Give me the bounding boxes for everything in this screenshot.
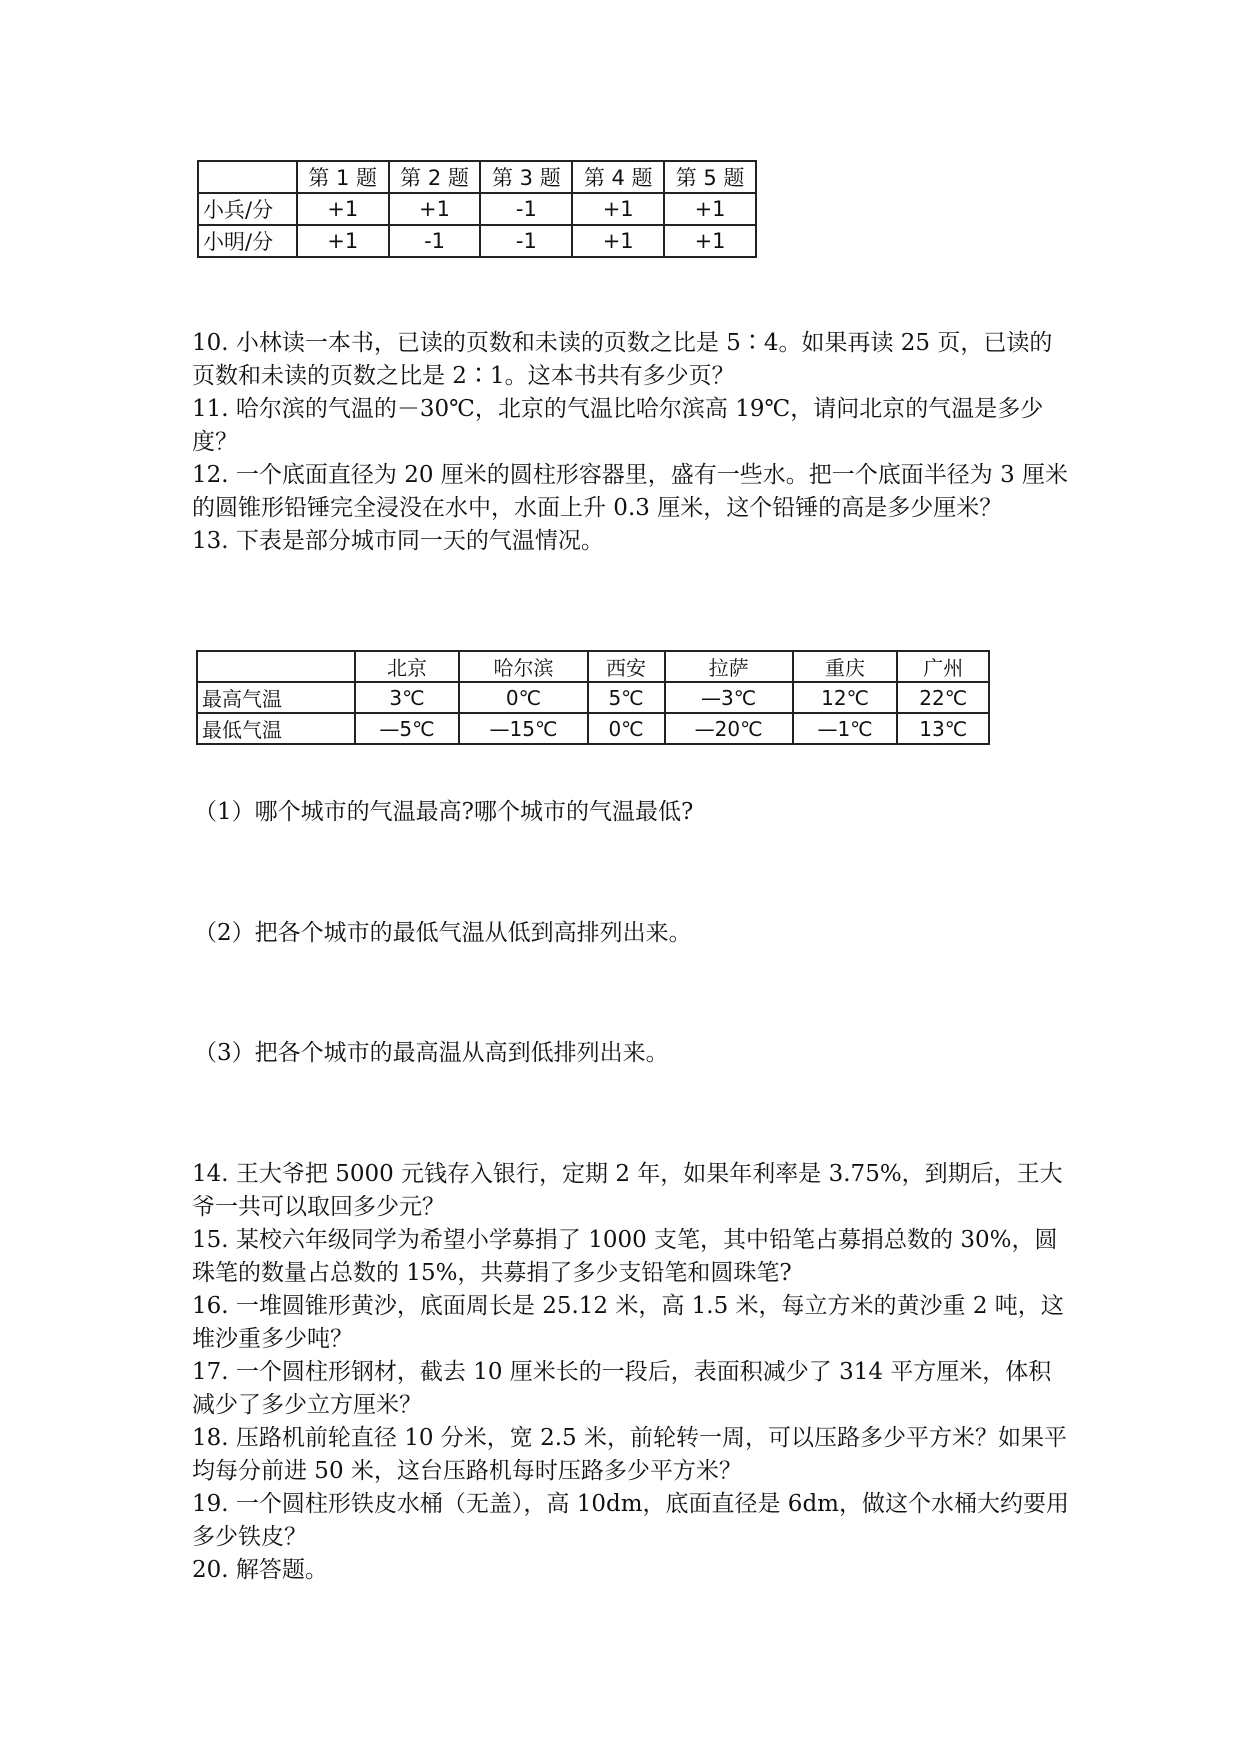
row-header-cell: 最高气温	[197, 682, 355, 713]
table-cell: 0℃	[459, 682, 587, 713]
table-row	[197, 682, 989, 713]
table-cell: -1	[480, 225, 572, 257]
table-header-cell: 北京	[355, 651, 460, 682]
table-cell: 12℃	[793, 682, 898, 713]
sub-question-3: （3）把各个城市的最高温从高到低排列出来。	[194, 1040, 669, 1066]
question-11: 11. 哈尔滨的气温的－30℃，北京的气温比哈尔滨高 19℃，请问北京的气温是多少度？	[192, 396, 1044, 455]
question-17: 17. 一个圆柱形钢材，截去 10 厘米长的一段后，表面积减少了 314 平方厘米，体积减少了多少立方厘米？	[192, 1359, 1052, 1418]
table-cell: -1	[389, 225, 481, 257]
table-cell: +1	[664, 225, 756, 257]
table-cell: +1	[389, 193, 481, 225]
table-header-cell: 哈尔滨	[459, 651, 587, 682]
table-cell: +1	[297, 193, 389, 225]
sub-question-2: （2）把各个城市的最低气温从低到高排列出来。	[194, 920, 692, 946]
table-header-row	[197, 651, 989, 682]
sub-question-1: （1）哪个城市的气温最高?哪个城市的气温最低?	[194, 799, 694, 825]
table-cell	[198, 161, 297, 193]
table-cell	[197, 651, 355, 682]
question-15: 15. 某校六年级同学为希望小学募捐了 1000 支笔，其中铅笔占募捐总数的 30%，圆珠笔的数量占总数的 15%，共募捐了多少支铅笔和圆珠笔?	[192, 1227, 1058, 1286]
table-cell: 22℃	[897, 682, 989, 713]
table-header-cell: 第 5 题	[664, 161, 756, 193]
question-14: 14. 王大爷把 5000 元钱存入银行，定期 2 年，如果年利率是 3.75%，到期后，王大爷一共可以取回多少元？	[192, 1161, 1063, 1220]
table-header-cell: 第 4 题	[572, 161, 664, 193]
table-cell: +1	[297, 225, 389, 257]
table-cell: —3℃	[665, 682, 793, 713]
table-cell: —15℃	[459, 713, 587, 744]
table-cell: —1℃	[793, 713, 898, 744]
table-cell: —20℃	[665, 713, 793, 744]
table-cell: +1	[572, 225, 664, 257]
temperature-table	[196, 650, 990, 745]
table-header-cell: 广州	[897, 651, 989, 682]
table-row	[198, 193, 756, 225]
table-cell: +1	[664, 193, 756, 225]
question-12: 12. 一个底面直径为 20 厘米的圆柱形容器里，盛有一些水。把一个底面半径为 3 厘米的圆锥形铅锤完全浸没在水中，水面上升 0.3 厘米，这个铅锤的高是多少厘米？	[192, 462, 1069, 521]
table-cell: 5℃	[588, 682, 665, 713]
table-cell: 13℃	[897, 713, 989, 744]
question-19: 19. 一个圆柱形铁皮水桶（无盖），高 10dm，底面直径是 6dm，做这个水桶大约要用多少铁皮？	[192, 1491, 1069, 1550]
table-header-cell: 拉萨	[665, 651, 793, 682]
question-10: 10. 小林读一本书，已读的页数和未读的页数之比是 5∶4。如果再读 25 页，已读的页数和未读的页数之比是 2∶1。这本书共有多少页？	[192, 330, 1053, 389]
score-table	[197, 160, 757, 258]
table-header-cell: 第 1 题	[297, 161, 389, 193]
table-header-cell: 重庆	[793, 651, 898, 682]
table-cell: 0℃	[588, 713, 665, 744]
row-header-cell: 小明/分	[198, 225, 297, 257]
table-row	[198, 225, 756, 257]
table-header-cell: 第 3 题	[480, 161, 572, 193]
table-cell: -1	[480, 193, 572, 225]
question-16: 16. 一堆圆锥形黄沙，底面周长是 25.12 米，高 1.5 米，每立方米的黄沙重 2 吨，这堆沙重多少吨？	[192, 1293, 1064, 1352]
question-20: 20. 解答题。	[192, 1557, 328, 1583]
table-header-row	[198, 161, 756, 193]
row-header-cell: 小兵/分	[198, 193, 297, 225]
table-cell: +1	[572, 193, 664, 225]
question-13: 13. 下表是部分城市同一天的气温情况。	[192, 528, 604, 554]
questions-block-a	[192, 327, 1072, 558]
questions-block-b	[192, 1158, 1072, 1587]
row-header-cell: 最低气温	[197, 713, 355, 744]
table-cell: —5℃	[355, 713, 460, 744]
table-header-cell: 西安	[588, 651, 665, 682]
question-18: 18. 压路机前轮直径 10 分米，宽 2.5 米，前轮转一周，可以压路多少平方米？如果平均每分前进 50 米，这台压路机每时压路多少平方米？	[192, 1425, 1067, 1484]
table-row	[197, 713, 989, 744]
table-header-cell: 第 2 题	[389, 161, 481, 193]
table-cell: 3℃	[355, 682, 460, 713]
